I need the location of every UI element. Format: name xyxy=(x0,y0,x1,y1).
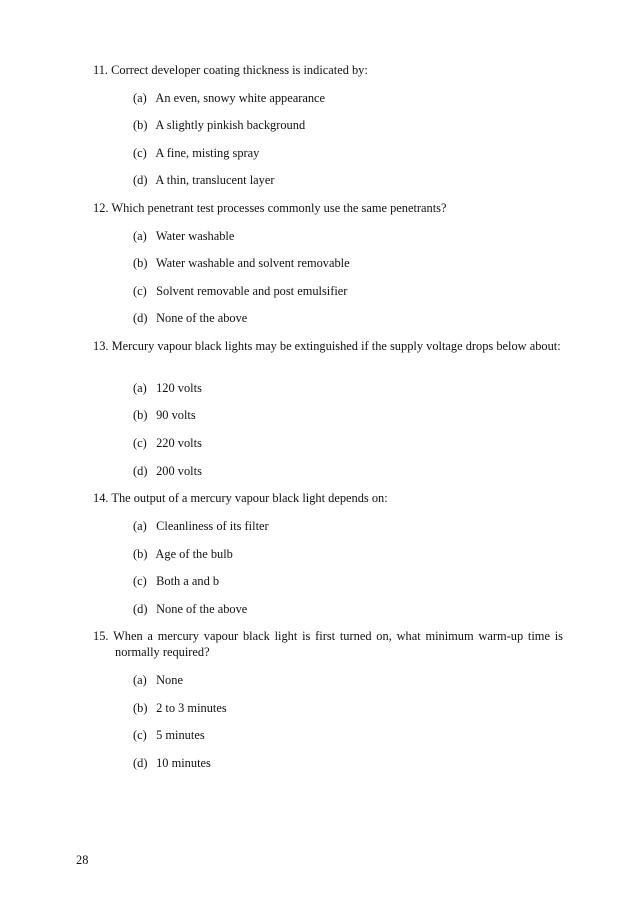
question-12 xyxy=(93,200,563,216)
option-c xyxy=(133,283,347,299)
question-15 xyxy=(93,628,563,660)
option-a xyxy=(133,380,202,396)
option-text: 5 minutes xyxy=(156,728,205,742)
option-a xyxy=(133,90,325,106)
option-b xyxy=(133,255,350,271)
question-number: 11. xyxy=(93,63,109,77)
option-label: (b) xyxy=(133,547,148,561)
option-label: (c) xyxy=(133,146,147,160)
option-label: (a) xyxy=(133,91,147,105)
option-label: (a) xyxy=(133,381,147,395)
option-d xyxy=(133,601,247,617)
option-text: 10 minutes xyxy=(156,756,211,770)
question-text: Which penetrant test processes commonly use the same penetrants? xyxy=(111,201,447,215)
question-number: 12. xyxy=(93,201,109,215)
option-c xyxy=(133,727,205,743)
option-label: (b) xyxy=(133,118,148,132)
option-b xyxy=(133,546,233,562)
option-label: (a) xyxy=(133,229,147,243)
option-text: None of the above xyxy=(156,602,248,616)
option-label: (a) xyxy=(133,519,147,533)
option-label: (d) xyxy=(133,311,148,325)
option-b xyxy=(133,117,305,133)
question-14 xyxy=(93,490,563,506)
option-a xyxy=(133,228,234,244)
option-text: A fine, misting spray xyxy=(155,146,260,160)
option-label: (b) xyxy=(133,408,148,422)
question-number: 14. xyxy=(93,491,109,505)
question-text: When a mercury vapour black light is first turned on, what minimum warm-up time is normally required? xyxy=(113,629,563,659)
question-13 xyxy=(93,338,563,354)
option-b xyxy=(133,407,196,423)
option-label: (b) xyxy=(133,701,148,715)
option-text: An even, snowy white appearance xyxy=(155,91,326,105)
option-label: (c) xyxy=(133,728,147,742)
question-text: The output of a mercury vapour black light depends on: xyxy=(111,491,388,505)
option-text: Both a and b xyxy=(156,574,220,588)
question-11 xyxy=(93,62,563,78)
option-d xyxy=(133,172,274,188)
option-label: (d) xyxy=(133,173,148,187)
option-text: Water washable xyxy=(155,229,235,243)
option-text: 200 volts xyxy=(156,464,202,478)
option-text: None xyxy=(156,673,183,687)
option-text: A thin, translucent layer xyxy=(155,173,275,187)
option-text: 220 volts xyxy=(156,436,202,450)
option-d xyxy=(133,310,247,326)
option-text: Solvent removable and post emulsifier xyxy=(156,284,348,298)
option-text: None of the above xyxy=(156,311,248,325)
option-b xyxy=(133,700,227,716)
option-text: Age of the bulb xyxy=(155,547,233,561)
option-c xyxy=(133,435,202,451)
option-text: 90 volts xyxy=(156,408,196,422)
option-d xyxy=(133,463,202,479)
page-number: 28 xyxy=(76,853,89,867)
option-c xyxy=(133,573,219,589)
option-d xyxy=(133,755,211,771)
question-number: 13. xyxy=(93,339,109,353)
option-label: (d) xyxy=(133,756,148,770)
option-text: A slightly pinkish background xyxy=(155,118,306,132)
option-a xyxy=(133,518,269,534)
option-a xyxy=(133,672,183,688)
option-label: (c) xyxy=(133,436,147,450)
option-text: Water washable and solvent removable xyxy=(155,256,350,270)
question-number: 15. xyxy=(93,629,109,643)
option-label: (c) xyxy=(133,574,147,588)
question-text: Correct developer coating thickness is indicated by: xyxy=(111,63,368,77)
option-text: 2 to 3 minutes xyxy=(156,701,227,715)
option-text: Cleanliness of its filter xyxy=(156,519,269,533)
option-c xyxy=(133,145,259,161)
option-label: (a) xyxy=(133,673,147,687)
option-label: (b) xyxy=(133,256,148,270)
option-label: (d) xyxy=(133,464,148,478)
option-label: (d) xyxy=(133,602,148,616)
question-text: Mercury vapour black lights may be extinguished if the supply voltage drops below about: xyxy=(111,339,561,353)
option-text: 120 volts xyxy=(156,381,202,395)
option-label: (c) xyxy=(133,284,147,298)
